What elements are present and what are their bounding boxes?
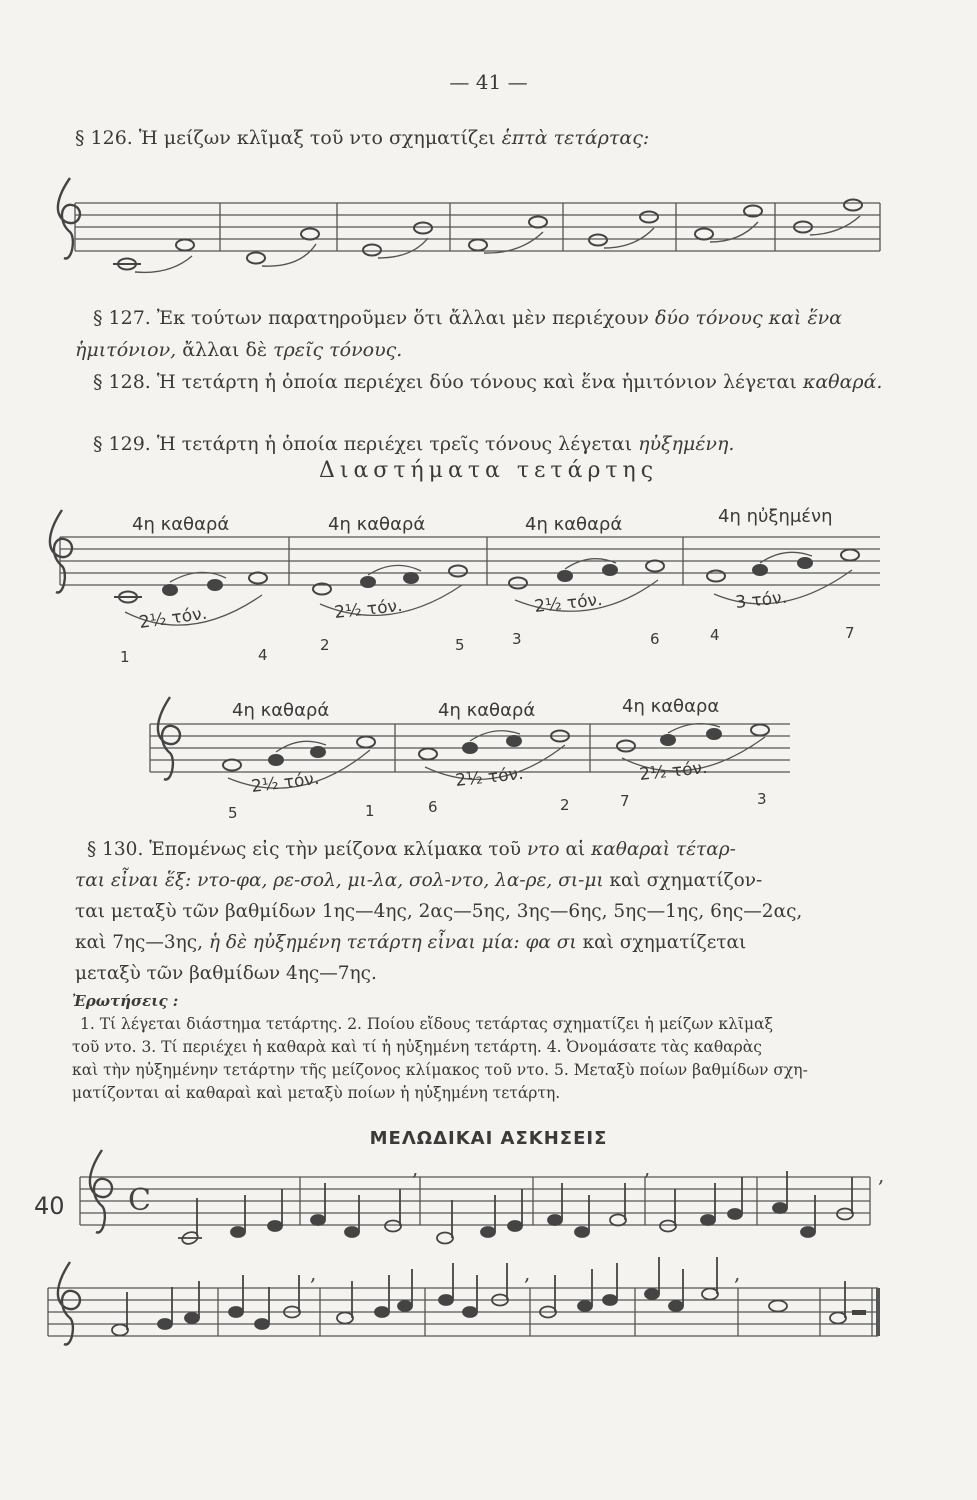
paragraph-italic: ἑπτὰ τετάρτας:	[501, 127, 650, 149]
svg-text:,: ,	[878, 1163, 885, 1187]
question-line: 1. Τί λέγεται διάστημα τετάρτης. 2. Ποίου εἴδους τετάρτας σχηματίζει ἡ μείζων κλῖμαξ	[80, 1015, 774, 1033]
interval-label: 4η καθαρα	[622, 696, 720, 717]
paragraph-text: Ἑπομένως εἰς τὴν μείζονα κλίμακα τοῦ	[149, 839, 527, 860]
time-signature: C	[128, 1183, 151, 1218]
interval-label: 4η καθαρά	[438, 700, 536, 721]
treble-clef-icon	[58, 1262, 80, 1344]
exercise-number: 40	[34, 1192, 65, 1220]
paragraph-italic: δύο τόνους καὶ ἕνα ἡμιτόνιον,	[75, 307, 842, 361]
degree-number: 3	[757, 790, 767, 808]
interval-label: 4η καθαρά	[132, 514, 230, 535]
paragraph-text: μεταξὺ τῶν βαθμίδων 4ης—7ης.	[75, 963, 377, 984]
degree-number: 2	[320, 636, 330, 654]
paragraph-text: καὶ σχηματίζον-	[603, 870, 763, 891]
degree-number: 7	[845, 624, 855, 642]
paragraph-italic: ἡ δὲ ηὐξημένη τετάρτη εἶναι μία: φα σι	[208, 932, 577, 953]
svg-text:,: ,	[310, 1261, 317, 1285]
section-number: § 126.	[75, 127, 133, 149]
tone-count-label: 3 τόν.	[734, 587, 789, 613]
paragraph-text: ται μεταξὺ τῶν βαθμίδων 1ης—4ης, 2ας—5ης, 3ης—6ης, 5ης—1ης, 6ης—2ας,	[75, 901, 803, 922]
intervals-heading: Διαστήματα τετάρτης	[318, 458, 659, 483]
degree-number: 1	[120, 648, 130, 666]
question-line: τοῦ ντο. 3. Τί περιέχει ἡ καθαρὰ καὶ τί ἡ ηὐξημένη τετάρτη. 4. Ὀνομάσατε τὰς καθαρὰς	[72, 1038, 762, 1056]
melodic-exercises-title: ΜΕΛΩΔΙΚΑΙ ΑΣΚΗΣΕΙΣ	[369, 1128, 608, 1149]
degree-number: 6	[428, 798, 438, 816]
paragraph-italic: καθαρά.	[802, 371, 883, 393]
svg-text:,: ,	[734, 1261, 741, 1285]
paragraph-text: καὶ 7ης—3ης,	[75, 932, 209, 953]
interval-label: 4η ηὐξημένη	[718, 506, 833, 527]
questions-title: Ἐρωτήσεις :	[72, 992, 179, 1010]
svg-text:,: ,	[644, 1156, 651, 1180]
paragraph-text: Ἐκ τούτων παρατηροῦμεν ὅτι ἄλλαι μὲν περιέχουν	[156, 307, 655, 329]
tone-count-label: 2½ τόν.	[137, 603, 209, 633]
section-number: § 127.	[93, 307, 151, 329]
tone-count-label: 2½ τόν.	[454, 763, 525, 791]
tone-count-label: 2½ τόν.	[533, 589, 604, 617]
section-number: § 128.	[93, 371, 151, 393]
paragraph-italic: καθαραὶ τέταρ-	[591, 839, 736, 860]
degree-number: 5	[228, 804, 238, 822]
section-number: § 129.	[93, 433, 151, 455]
tone-count-label: 2½ τόν.	[250, 768, 321, 797]
paragraph-text: αἱ	[559, 839, 592, 860]
degree-number: 4	[710, 626, 720, 644]
question-line: ματίζονται αἱ καθαραὶ καὶ μεταξὺ ποίων ἡ ηὐξημένη τετάρτη.	[72, 1084, 561, 1102]
degree-number: 3	[512, 630, 522, 648]
tone-count-label: 2½ τόν.	[638, 757, 709, 785]
question-line: καὶ τὴν ηὐξημένην τετάρτην τῆς μείζονος κλίμακος τοῦ ντο. 5. Μεταξὺ ποίων βαθμίδων σχη-	[72, 1061, 808, 1079]
paragraph-text: Ἡ τετάρτη ἡ ὁποία περιέχει δύο τόνους καὶ ἕνα ἡμιτόνιον λέγεται	[156, 371, 803, 393]
degree-number: 4	[258, 646, 268, 664]
interval-label: 4η καθαρά	[232, 700, 330, 721]
paragraph-text: ἄλλαι δὲ	[176, 339, 274, 361]
section-number: § 130.	[87, 839, 144, 860]
paragraph-text: καὶ σχηματίζεται	[576, 932, 747, 953]
svg-text:,: ,	[524, 1261, 531, 1285]
paragraph-italic: ντο	[526, 839, 560, 860]
paragraph-italic: ται εἶναι ἕξ: ντο-φα, ρε-σολ, μι-λα, σολ-ντο, λα-ρε, σι-μι	[75, 870, 604, 891]
tone-count-label: 2½ τόν.	[333, 595, 404, 623]
degree-number: 2	[560, 796, 570, 814]
svg-text:,: ,	[412, 1156, 419, 1180]
degree-number: 5	[455, 636, 465, 654]
paragraph-italic: ηὐξημένη.	[638, 433, 735, 455]
degree-number: 1	[365, 802, 375, 820]
treble-clef-icon	[90, 1150, 112, 1232]
page-number: — 41 —	[449, 70, 528, 94]
paragraph-italic: τρεῖς τόνους.	[273, 339, 403, 361]
degree-number: 7	[620, 792, 630, 810]
interval-label: 4η καθαρά	[328, 514, 426, 535]
degree-number: 6	[650, 630, 660, 648]
paragraph-text: Ἡ τετάρτη ἡ ὁποία περιέχει τρεῖς τόνους λέγεται	[156, 433, 639, 455]
interval-label: 4η καθαρά	[525, 514, 623, 535]
paragraph-text: Ἡ μείζων κλῖμαξ τοῦ ντο σχηματίζει	[138, 127, 502, 149]
